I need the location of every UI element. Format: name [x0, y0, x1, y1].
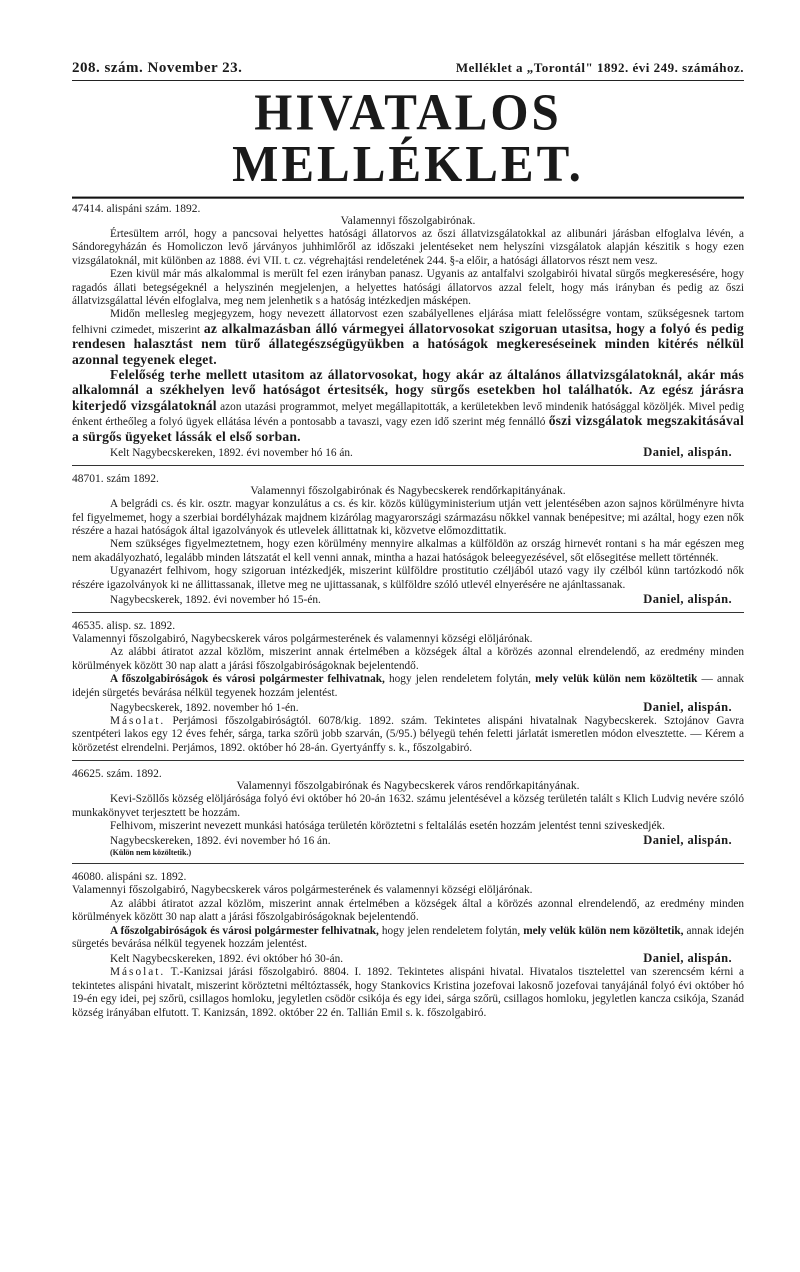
newspaper-page: [72, 60, 744, 1025]
notice-number: 48701. szám 1892.: [72, 473, 159, 486]
paragraph: Az alábbi átiratot azzal közlöm, miszerint annak értelmében a községek által a körözés azonnal elrendelendő, az eredmény minden körülmények között 30 nap alatt a járási főszolgabiróságoknak bejelentendő.: [72, 897, 744, 924]
text-run: T.-Kanizsai járási főszolgabiró. 8804. I. 1892. Tekintetes alispáni hivatal. Hivatalos tisztelettel van szerencsém kérni a tekintetes alispáni hivatalt, miszerint köröztetni méltóztassék, hogy Stankovics Kristina jozefovai lakosnő jozefovai tanyájánál folyó évi október hó 19-én egy idei, pej szőrü, csillagos homloku, jegyletlen csödör csikója és egy idei, sárga szőrü, csillagos homloku, jegyletlen kancza csikója, Szanád község irányában elfutott. T. Kanizsán, 1892. október 22 én. Tallián Emil s. k. főszolgabiró.: [72, 966, 744, 1019]
distribution-note: (Külön nem közöltetik.): [110, 848, 192, 858]
signature: Daniel, alispán.: [643, 445, 732, 460]
emphasized-text: mely velük külön nem közöltetik: [535, 673, 698, 686]
notice-addressee: Valamennyi főszolgabirónak és Nagybecskerek város rendőrkapitányának.: [236, 780, 580, 793]
signature: Daniel, alispán.: [643, 833, 732, 848]
notice-46080: [72, 864, 744, 1025]
paragraph: Kevi-Szöllős község elöljárósága folyó évi október hó 20-án 1632. számu jelentésével a község területén talált s Klich Ludvig nevére szóló munkakönyvet terjesztett be hozzám.: [72, 793, 744, 819]
notice-addressee: Valamennyi főszolgabirónak és Nagybecskerek rendőrkapitányának.: [250, 485, 566, 498]
date-signature-line: [72, 592, 744, 607]
copy-paragraph: [72, 966, 744, 1020]
emphasized-text: mely velük külön nem közöltetik,: [523, 924, 684, 937]
date-signature-line: [72, 833, 744, 848]
date-line: Nagybecskerek, 1892. november hó 1-én.: [110, 701, 299, 714]
paragraph: Nem szükséges figyelmeztetnem, hogy ezen körülmény mennyire alkalmas a külföldön az ország hirnevét rontani s ha már egészen meg nem akadályozható, legalább minden látszatát el kell venni annak, mintha a hazai hatóságok beleegyezésével, sőt elősegitése mellett történnék.: [72, 538, 744, 564]
date-line: Nagybecskereken, 1892. évi november hó 16 án.: [110, 835, 331, 848]
notice-addressee: Valamennyi főszolgabiró, Nagybecskerek város polgármesterének és valamennyi községi elöljárónak.: [72, 632, 533, 645]
paragraph: Felhivom, miszerint nevezett munkási hatósága területén köröztetni s feltalálás esetén hozzám jelentést tenni sziveskedjék.: [110, 820, 665, 832]
notice-number: 46535. alisp. sz. 1892.: [72, 619, 176, 632]
notice-addressee: Valamennyi főszolgabirónak.: [340, 215, 476, 227]
paragraph: Ezen kivül már más alkalommal is merült fel ezen irányban panasz. Ugyanis az antalfalvi szolgabirói hivatal sürgős megkeresésére, hogy ragadós állati betegségeknél a helyszinén megjelenjen, a helyettes hatósági állatorvos azzal felelt, hogy más irányban és pedig az őszi állatvizsgálattal lévén elfoglalva, meg nem jelenhetik s a hatóság intézkedjen másképen.: [72, 268, 744, 308]
paragraph: [72, 368, 744, 445]
issue-info: 208. szám. November 23.: [72, 60, 243, 76]
page-header: [72, 60, 744, 81]
paragraph: [72, 673, 744, 700]
emphasized-text: az alkalmazásban álló vármegyei állatorvosokat szigoruan utasitsa, hogy a folyó és pedig rendesen halasztást nem türő állategészségügyükben a hatóságok megkereséseinek minden kitérés nélkül azonnal tegyenek eleget.: [72, 320, 744, 367]
copy-label: Másolat.: [110, 966, 166, 979]
emphasized-text: k. Az egész járásra kiterjedő vizsgálatoknál: [72, 382, 744, 413]
text-run: Perjámosi főszolgabiróságtól. 6078/kig. 1892. szám. Tekintetes alispáni hivatalnak Nagybecskerek. Sztojánov Gavra szentpéteri lakos egy 12 éves fehér, sárga, tarka szőrü jobb szarván, (5/95.) bélyegü tehén feletti járlatát ismeretlen módon elvesztette. — Kérem a körözetést elrendelni. Perjámos, 1892. október hó 28-án. Gyertyánffy s. k., főszolgabiró.: [72, 714, 744, 754]
text-run: azon utazási programmot, melyet megállapitották, a kerületekben levő mindenik hatósággal közöljék. Mivel pedig énkent értheőleg a folyó ügyek ellátása lévén a pontosabb a tavaszi, vagy ezen idő szerint még fennálló: [72, 400, 744, 429]
text-run: hogy jelen rendeletem folytán,: [384, 673, 536, 686]
notice-addressee: Valamennyi főszolgabiró, Nagybecskerek város polgármesterének és valamennyi községi elöljárónak.: [72, 884, 533, 897]
paragraph: [72, 308, 744, 368]
date-signature-line: [72, 700, 744, 715]
date-signature-line: [72, 445, 744, 460]
notice-number: 47414. alispáni szám. 1892.: [72, 203, 201, 215]
emphasized-text: őszi vizsgálatok megszakitásával a sürgős ügyeket lássák el első sorban.: [72, 413, 744, 444]
date-signature-line: [72, 951, 744, 966]
signature: Daniel, alispán.: [643, 699, 732, 714]
emphasized-text: A főszolgabiróságok és városi polgármester felhivatnak,: [110, 673, 385, 686]
notice-46625: [72, 761, 744, 864]
copy-label: Másolat.: [110, 714, 166, 727]
text-run: hogy jelen rendeletem folytán,: [378, 924, 524, 937]
date-line: Kelt Nagybecskereken, 1892. évi november hó 16 án.: [110, 447, 353, 460]
signature: Daniel, alispán.: [643, 591, 732, 606]
emphasized-text: A főszolgabiróságok és városi polgármester felhivatnak,: [110, 924, 379, 937]
copy-paragraph: [72, 715, 744, 755]
paragraph: Értesültem arról, hogy a pancsovai helyettes hatósági állatorvos az őszi állatvizsgálatokkal az alibunári járásban elfoglalva lévén, a Sándoregyházán és Homoliczon levő járványos juhhimlőről az időszaki jelentéseket nem helyszíni vizsgálatok alapján készitik s hogy ezen vizsgálatoknál, mit különben az 1888. évi VII. t. cz. végrehajtási rendeletének 244. §-a előir, a hatósági állatorvos részt nem vesz.: [72, 228, 744, 267]
masthead-title: HIVATALOS MELLÉKLET.: [72, 86, 744, 198]
date-line: Nagybecskerek, 1892. évi november hó 15-én.: [110, 593, 321, 606]
notice-47414: [72, 196, 744, 466]
supplement-info: Melléklet a „Torontál" 1892. évi 249. számához.: [455, 60, 744, 75]
paragraph: A belgrádi cs. és kir. osztr. magyar konzulátus a cs. és kir. közös külügyministerium utján vett jelentésében azon sajnos körülményre hivta fel figyelmemet, hogy a szerbiai bordélyházak majdnem kizárólag magyarországi származásu nőkkel vannak benépesitve; mi azáltal, hogy ezen nők részére a hazai hatóságok által igazolványok és utlevelek állittatnak ki, közvetve előmozdittatik.: [72, 498, 744, 537]
text-run: Midőn mellesleg megjegyzem, hogy nevezett állatorvost ezen szabályellenes eljárása miatt felelősségre vontam, szükségesnek tartom felhivni czimedet, miszerint: [72, 308, 744, 336]
paragraph: Ugyanazért felhivom, hogy szigoruan intézkedjék, miszerint külföldre prostitutio czéljából utazó vagy ily czélból künn tartózkodó nők részére igazolványok ki ne állittassanak, illetve meg ne ujittassanak, s külföldre szóló utlevél elnyerésére ne ajánltassanak.: [72, 565, 744, 591]
text-run: — annak idején sürgetés bevárása nélkül tegyenek hozzám jelentést.: [72, 673, 744, 699]
signature: Daniel, alispán.: [643, 951, 732, 966]
notice-number: 46625. szám. 1892.: [72, 768, 162, 781]
emphasized-text: Felelőség terhe mellett utasitom az állatorvosokat, hogy akár az általános állatvizsgálatoknál, akár más alkalomnál a székhelyen levő hatóságot értesitsék, hogy sürgős esetekben hol található: [72, 367, 744, 398]
date-line: Kelt Nagybecskereken, 1892. évi október hó 30-án.: [110, 953, 344, 966]
notice-48701: [72, 466, 744, 613]
paragraph: [72, 925, 744, 952]
notice-46535: [72, 613, 744, 761]
notice-number: 46080. alispáni sz. 1892.: [72, 871, 187, 884]
paragraph: Az alábbi átiratot azzal közlöm, miszerint annak értelmében a községek által a körözés azonnal elrendelendő, az eredmény minden körülmények között 30 nap alatt a járási főszolgabiróságoknak bejelentendő.: [72, 646, 744, 672]
text-run: annak idején sürgetés bevárása nélkül tegyenek hozzám jelentést.: [72, 924, 745, 951]
